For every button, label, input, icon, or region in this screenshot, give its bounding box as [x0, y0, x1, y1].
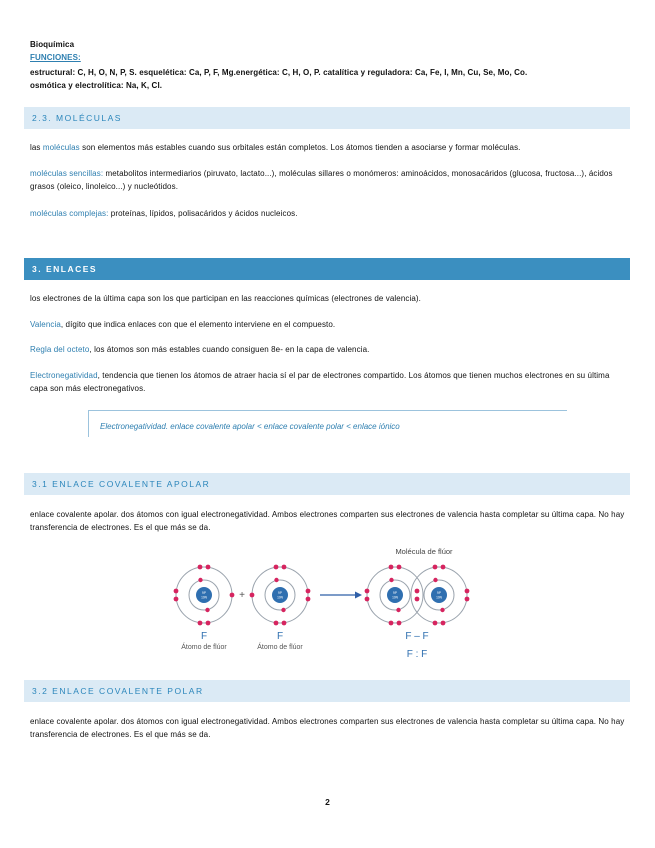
section-heading-text: 3.2 ENLACE COVALENTE POLAR — [32, 686, 204, 696]
keyword: Electronegatividad — [30, 371, 98, 380]
nucleus-label: 10N — [201, 595, 207, 600]
document-title: Bioquímica — [30, 40, 75, 49]
section-heading-bonds — [24, 258, 630, 280]
atom-label: Átomo de flúor — [257, 644, 303, 651]
keyword: moléculas sencillas: — [30, 169, 104, 178]
molecules-paragraph-2: moléculas sencillas: metabolitos intermediarios (piruvato, lactato...), moléculas sillares o monómeros: aminoácidos, monosacáridos (glucosa, fructosa...), ácidos grasos (oleico, linoleico...) y nucleótidos. — [30, 169, 613, 191]
fluorine-molecule-figure — [170, 543, 500, 663]
fluorine-molecule — [365, 565, 470, 626]
section-heading-text: 2.3. MOLÉCULAS — [32, 113, 122, 123]
molecule-caption: Molécula de flúor — [395, 547, 453, 556]
nucleus-label: 9P — [202, 591, 206, 595]
section-heading-molecules — [24, 107, 630, 129]
atom-symbol: F — [200, 631, 208, 642]
keyword: moléculas complejas: — [30, 209, 109, 218]
section-heading-text: 3.1 ENLACE COVALENTE APOLAR — [32, 479, 211, 489]
bonds-paragraph-4: Electronegatividad, tendencia que tienen los átomos de atraer hacia sí el par de electrones compartido. Los átomos que tienen muchos electrones en su última capa son más electronegativos. — [30, 371, 610, 393]
quote-text: Electronegatividad. enlace covalente apolar < enlace covalente polar < enlace iónico — [100, 422, 400, 431]
formula-colon: F : F — [406, 649, 428, 660]
section-heading-apolar — [24, 473, 630, 495]
nucleus-label: 9P — [278, 591, 282, 595]
keyword: moléculas — [42, 143, 80, 152]
fluorine-atom-2 — [250, 565, 311, 626]
nucleus-label: 10N — [436, 595, 442, 600]
bonds-paragraph-2: Valencia, dígito que indica enlaces con que el elemento interviene en el compuesto. — [30, 320, 336, 329]
keyword: Regla del octeto — [30, 345, 90, 354]
plus-sign: + — [239, 590, 245, 601]
polar-paragraph: enlace covalente apolar. dos átomos con igual electronegatividad. Ambos electrones comparten sus electrones de valencia hasta completar su última capa. No hay transferencia de electrones. Es el que más se da. — [30, 717, 625, 739]
nucleus-label: 10N — [277, 595, 283, 600]
atom-label: Átomo de flúor — [181, 644, 227, 651]
section-heading-text: 3. ENLACES — [32, 264, 98, 274]
funciones-line-1: estructural: C, H, O, N, P, S. esquelética: Ca, P, F, Mg.energética: C, H, O, P. catalítica y reguladora: Ca, Fe, I, Mn, Cu, Se, Mo, Co. — [30, 68, 528, 77]
apolar-paragraph: enlace covalente apolar. dos átomos con igual electronegatividad. Ambos electrones comparten sus electrones de valencia hasta completar su última capa. No hay transferencia de electrones. Es el que más se da. — [30, 510, 625, 532]
funciones-line-2: osmótica y electrolítica: Na, K, Cl. — [30, 81, 163, 90]
section-heading-polar — [24, 680, 630, 702]
atom-symbol: F — [276, 631, 284, 642]
nucleus-label: 9P — [437, 591, 441, 595]
electronegativity-quote — [88, 410, 567, 437]
molecules-paragraph-3: moléculas complejas: proteínas, lípidos, polisacáridos y ácidos nucleicos. — [30, 209, 298, 218]
page-number: 2 — [325, 797, 330, 807]
nucleus-label: 10N — [392, 595, 398, 600]
keyword: Valencia — [30, 320, 61, 329]
nucleus-label: 9P — [393, 591, 397, 595]
formula-line: F – F — [405, 631, 429, 642]
reaction-arrow-icon — [320, 592, 362, 599]
bonds-paragraph-1: los electrones de la última capa son los que participan en las reacciones químicas (electrones de valencia). — [30, 294, 422, 303]
bonds-paragraph-3: Regla del octeto, los átomos son más estables cuando consiguen 8e- en la capa de valencia. — [30, 345, 370, 354]
molecules-paragraph-1: las moléculas son elementos más estables cuando sus orbitales están completos. Los átomos tienden a asociarse y formar moléculas. — [30, 143, 521, 152]
fluorine-atom-1 — [174, 565, 235, 626]
funciones-link[interactable]: FUNCIONES: — [30, 53, 81, 62]
